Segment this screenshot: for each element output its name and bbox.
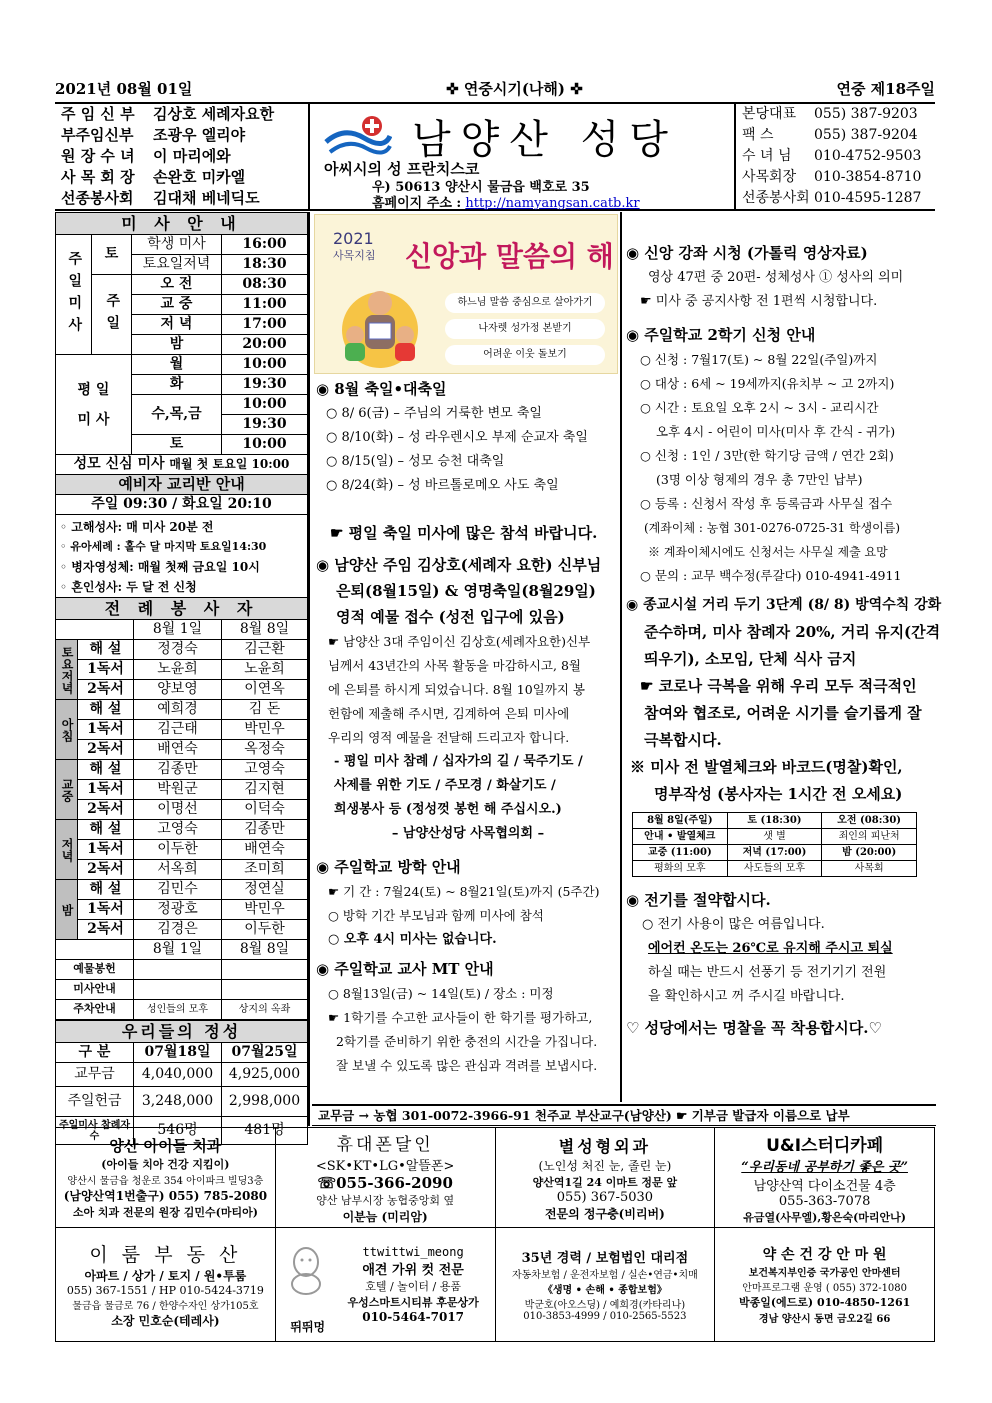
staff-row: 사 목 회 장 손완호 미카엘 bbox=[61, 168, 246, 186]
paragraph: ☛ 코로나 극복을 위해 우리 모두 적극적인 bbox=[640, 677, 917, 695]
middle-column bbox=[312, 212, 622, 1102]
banner-title: 신앙과 말씀의 해 bbox=[405, 240, 614, 273]
banner-item: 나자렛 성가정 본받기 bbox=[445, 319, 605, 339]
server-role: 1독서 bbox=[78, 720, 134, 740]
mass-time: 11:00 bbox=[222, 295, 308, 315]
server-group-label: 아침 bbox=[56, 700, 78, 760]
contact-row: 사목회장 010-3854-8710 bbox=[742, 169, 922, 185]
ad-name: 양산 아이들 치과 bbox=[109, 1137, 222, 1155]
sunday-mass-label: 주일미사 bbox=[56, 235, 92, 355]
section-title: ◉ 8월 축일•대축일 bbox=[316, 380, 447, 398]
contact-row: 선종봉사회 010-4595-1287 bbox=[742, 190, 922, 206]
server-name: 박원군 bbox=[134, 780, 222, 800]
note: ◦ 혼인성사: 두 달 전 신청 bbox=[60, 580, 197, 594]
mass-name: 오 전 bbox=[132, 275, 222, 295]
mass-time: 20:00 bbox=[222, 335, 308, 355]
server-name: 김 돈 bbox=[222, 700, 308, 720]
server-role: 2독서 bbox=[78, 860, 134, 880]
server-name: 정광호 bbox=[134, 900, 222, 920]
paragraph: 명부작성 (봉사자는 1시간 전 오세요) bbox=[654, 785, 903, 803]
ad-name: ttwittwi_meong bbox=[362, 1245, 464, 1259]
server-name: 박민우 bbox=[222, 720, 308, 740]
extra-value bbox=[222, 980, 308, 1000]
paragraph: ○ 등록 : 신청서 작성 후 등록금과 사무실 접수 bbox=[640, 496, 893, 511]
feast-item: ○ 8/ 6(금) – 주님의 거룩한 변모 축일 bbox=[326, 406, 542, 421]
paragraph: 띄우기), 소모임, 단체 식사 금지 bbox=[644, 650, 857, 668]
mary-mass: 성모 신심 미사 매월 첫 토요일 10:00 bbox=[56, 455, 308, 475]
contact-list bbox=[734, 104, 935, 209]
parish-title-block bbox=[312, 104, 732, 209]
paragraph: 희생봉사 등 (정성껏 봉헌 해 주십시오.) bbox=[334, 802, 562, 817]
offering-label: 교무금 bbox=[56, 1063, 134, 1087]
ad-subname: 뛰뛰멍 bbox=[290, 1320, 326, 1334]
section-title: ◉ 주일학교 2학기 신청 안내 bbox=[626, 326, 816, 344]
ad-cell: 별성형외과 (노인성 처진 눈, 졸린 눈) 양산역1길 24 이마트 정문 앞 055) 367-5030 전문의 정구충(비리버) bbox=[495, 1128, 715, 1228]
paragraph: 을 확인하시고 꺼 주시길 바랍니다. bbox=[648, 989, 845, 1004]
banner-year: 2021 bbox=[333, 229, 374, 248]
parish-address: 우) 50613 양산시 물금읍 백호로 35 bbox=[372, 180, 590, 195]
catechism-title: 예비자 교리반 안내 bbox=[56, 475, 308, 495]
banner-item: 하느님 말씀 중심으로 살아가기 bbox=[445, 293, 605, 313]
liturgical-week: 연중 제18주일 bbox=[836, 79, 935, 98]
ad-name: 이 룸 부 동 산 bbox=[89, 1244, 242, 1266]
server-group-label: 교중 bbox=[56, 760, 78, 820]
extra-value: 성인들의 모후 bbox=[134, 1000, 222, 1020]
mass-time: 16:00 bbox=[222, 235, 308, 255]
paragraph: ☛ 1학기를 수고한 교사들이 한 학기를 평가하고, bbox=[328, 1010, 593, 1025]
mass-time: 10:00 bbox=[222, 355, 308, 375]
sunday-label: 주일 bbox=[92, 275, 132, 355]
server-name: 김종만 bbox=[134, 760, 222, 780]
paragraph: ☛ 기 간 : 7월24(토) ~ 8월21일(토)까지 (5주간) bbox=[328, 884, 600, 899]
server-name: 노윤희 bbox=[222, 660, 308, 680]
weekday-mass-label: 평 일 미 사 bbox=[56, 355, 132, 455]
offering-label: 주일미사 참례자수 bbox=[56, 1117, 134, 1145]
server-role: 해 설 bbox=[78, 760, 134, 780]
middle-text bbox=[316, 376, 620, 1078]
ad-name: 35년 경력 / 보험법인 대리점 bbox=[521, 1251, 689, 1266]
weekday: 월 bbox=[132, 355, 222, 375]
weekday: 토 bbox=[132, 435, 222, 455]
ad-name: U&I스터디카페 bbox=[766, 1135, 884, 1156]
duty-table: 8월 8일(주일) 토 (18:30) 오전 (08:30) 안내 • 발열체크 샛 별 죄인의 피난처 교중 (11:00) 저녁 (17:00) 밤 (20:00) 평화의 모후 사도들의 모후 사목회 bbox=[632, 812, 917, 877]
weekday: 수,목,금 bbox=[132, 395, 222, 435]
paragraph: 2학기를 준비하기 위한 충전의 시간을 가집니다. bbox=[336, 1034, 598, 1049]
mass-name: 교 중 bbox=[132, 295, 222, 315]
feast-note: ☛ 평일 축일 미사에 많은 참석 바랍니다. bbox=[330, 524, 598, 542]
parish-patron: 아씨시의 성 프란치스코 bbox=[324, 160, 480, 178]
extra-role: 예물봉헌 bbox=[56, 960, 134, 980]
paragraph: 우리의 영적 예물을 전달해 드리고자 합니다. bbox=[328, 730, 570, 745]
liturgical-season: ✜ 연중시기(나해) ✜ bbox=[446, 79, 583, 98]
paragraph: 영상 47편 중 20편- 성체성사 ① 성사의 의미 bbox=[648, 270, 904, 285]
badge-notice: ♡ 성당에서는 명찰을 꼭 착용합시다.♡ bbox=[626, 1019, 882, 1037]
pastoral-banner bbox=[314, 214, 618, 374]
extra-value bbox=[134, 980, 222, 1000]
server-name: 이덕숙 bbox=[222, 800, 308, 820]
section-title: 은퇴(8월15일) & 영명축일(8월29일) bbox=[336, 582, 596, 600]
contact-row: 수 녀 님 010-4752-9503 bbox=[742, 148, 922, 164]
paragraph: 하실 때는 반드시 선풍기 등 전기기기 전원 bbox=[648, 965, 887, 980]
ad-cell: 뛰뛰멍 ttwittwi_meong 애견 가위 컷 전문 호텔 / 놀이터 / 용품 우성스마트시티뷰 후문상가 010-5464-7017 bbox=[275, 1228, 495, 1342]
offering-title: 우리들의 정성 bbox=[56, 1021, 308, 1043]
paragraph: (계좌이체 : 농협 301-0276-0725-31 학생이름) bbox=[644, 521, 901, 535]
paragraph: (3명 이상 형제의 경우 총 7만인 납부) bbox=[656, 472, 863, 487]
server-name: 정경숙 bbox=[134, 640, 222, 660]
server-role: 1독서 bbox=[78, 840, 134, 860]
ad-cell: U&I스터디카페 “우리동네 공부하기 좋은 곳” 남양산역 다이소건물 4층 055-363-7078 유금열(사무엘),황은숙(마리안나) bbox=[715, 1128, 935, 1228]
offering-value: 3,248,000 bbox=[134, 1087, 222, 1117]
dog-logo-icon bbox=[284, 1240, 328, 1300]
server-name: 고영숙 bbox=[222, 760, 308, 780]
server-name: 이연옥 bbox=[222, 680, 308, 700]
note: ◦ 유아세례 : 홀수 달 마지막 토요일14:30 bbox=[60, 540, 267, 553]
paragraph: – 남양산성당 사목협의회 – bbox=[391, 826, 545, 841]
offering-value: 4,040,000 bbox=[134, 1063, 222, 1087]
mass-time: 10:00 bbox=[222, 435, 308, 455]
server-role: 2독서 bbox=[78, 920, 134, 940]
paragraph: ○ 시간 : 토요일 오후 2시 ~ 3시 - 교리시간 bbox=[640, 400, 879, 415]
family-illustration-icon bbox=[325, 275, 435, 370]
offering-table: 우리들의 정성 구 분 07월18일 07월25일 교무금 4,040,000 4,925,000 주일헌금 3,248,000 2,998,000 주일미사 참례자수 546명 481명 bbox=[55, 1020, 308, 1145]
paragraph: 준수하며, 미사 참례자 20%, 거리 유지(간격 bbox=[644, 623, 941, 641]
staff-row: 부주임신부 조광우 엘리야 bbox=[61, 126, 246, 144]
contact-row: 팩 스 055) 387-9204 bbox=[742, 127, 918, 143]
section-title: ◉ 주일학교 교사 MT 안내 bbox=[316, 960, 494, 978]
ad-cell: 휴대폰달인 <SK•KT•LG•알뜰폰> ☏055-366-2090 양산 남부시장 농협중앙회 옆 이분늠 (미리암) bbox=[275, 1128, 495, 1228]
paragraph: 참여와 협조로, 어려운 시기를 슬기롭게 잘 bbox=[644, 704, 922, 722]
staff-row: 주 임 신 부 김상호 세례자요한 bbox=[61, 105, 275, 123]
section-title: 영적 예물 접수 (성전 입구에 있음) bbox=[336, 608, 565, 626]
offering-label: 주일헌금 bbox=[56, 1087, 134, 1117]
paragraph: 에어컨 온도는 26℃로 유지해 주시고 퇴실 bbox=[648, 941, 893, 956]
weekday: 화 bbox=[132, 375, 222, 395]
feast-item: ○ 8/10(화) – 성 라우렌시오 부제 순교자 축일 bbox=[326, 430, 588, 445]
paragraph: 극복합시다. bbox=[644, 731, 722, 749]
paragraph: ○ 8월13일(금) ~ 14일(토) / 장소 : 미정 bbox=[328, 986, 554, 1001]
paragraph: ☛ 남양산 3대 주임이신 김상호(세례자요한)신부 bbox=[328, 634, 591, 649]
server-name: 예희경 bbox=[134, 700, 222, 720]
paragraph: ○ 신청 : 7월17(토) ~ 8월 22일(주일)까지 bbox=[640, 352, 878, 367]
server-name: 배연숙 bbox=[134, 740, 222, 760]
server-role: 2독서 bbox=[78, 800, 134, 820]
server-role: 해 설 bbox=[78, 700, 134, 720]
mass-time: 10:00 bbox=[222, 395, 308, 415]
banner-sub: 사목지침 bbox=[333, 249, 376, 262]
server-name: 박민우 bbox=[222, 900, 308, 920]
paragraph: ○ 문의 : 교무 백수정(루갈다) 010-4941-4911 bbox=[640, 568, 902, 583]
server-group-label: 토요저녁 bbox=[56, 640, 78, 700]
header-bar bbox=[55, 74, 935, 104]
server-name: 김근태 bbox=[134, 720, 222, 740]
masthead bbox=[55, 104, 935, 211]
server-role: 해 설 bbox=[78, 880, 134, 900]
ad-cell: 약 손 건 강 안 마 원 보건복지부인증 국가공인 안마센터 안마프로그램 운영 ( 055) 372-1080 박종일(에드로) 010-4850-1261 경남 양산시 동면 금오2길 66 bbox=[715, 1228, 935, 1342]
ad-cell: 이 룸 부 동 산 아파트 / 상가 / 토지 / 원•투룸 055) 367-1551 / HP 010-5424-3719 물금읍 물금로 76 / 한양수자인 상가105호 소장 민호순(테레사) bbox=[56, 1228, 276, 1342]
offering-value: 4,925,000 bbox=[222, 1063, 308, 1087]
server-name: 김민수 bbox=[134, 880, 222, 900]
server-role: 2독서 bbox=[78, 680, 134, 700]
extra-role: 미사안내 bbox=[56, 980, 134, 1000]
section-title: ◉ 남양산 주임 김상호(세례자 요한) 신부님 bbox=[316, 556, 602, 574]
paragraph: - 평일 미사 참례 / 십자가의 길 / 묵주기도 / bbox=[334, 754, 583, 769]
server-name: 옥정숙 bbox=[222, 740, 308, 760]
mass-name: 학생 미사 bbox=[132, 235, 222, 255]
server-name: 조미희 bbox=[222, 860, 308, 880]
paragraph: ○ 방학 기간 부모님과 함께 미사에 참석 bbox=[328, 908, 544, 923]
section-title: ◉ 전기를 절약합시다. bbox=[626, 891, 771, 909]
server-name: 배연숙 bbox=[222, 840, 308, 860]
server-name: 이명선 bbox=[134, 800, 222, 820]
server-role: 2독서 bbox=[78, 740, 134, 760]
server-role: 해 설 bbox=[78, 640, 134, 660]
left-column bbox=[55, 212, 310, 1142]
mass-time: 08:30 bbox=[222, 275, 308, 295]
server-name: 김지현 bbox=[222, 780, 308, 800]
server-group-label: 저녁 bbox=[56, 820, 78, 880]
ad-cell: 양산 아이들 치과 (아이들 치아 건강 지킴이) 양산시 물금읍 청운로 354 아이파크 빌딩3층 (남양산역1번출구) 055) 785-2080 소아 치과 전문의 원장 김민수(마티아) bbox=[56, 1128, 276, 1228]
paragraph: ○ 대상 : 6세 ~ 19세까지(유치부 ~ 고 2까지) bbox=[640, 376, 895, 391]
offering-value: 2,998,000 bbox=[222, 1087, 308, 1117]
mass-name: 밤 bbox=[132, 335, 222, 355]
server-name: 김경은 bbox=[134, 920, 222, 940]
server-name: 이두한 bbox=[134, 840, 222, 860]
saturday-label: 토 bbox=[92, 235, 132, 275]
parish-name: 남양산 성당 bbox=[412, 117, 678, 163]
catechism-time: 주일 09:30 / 화요일 20:10 bbox=[56, 495, 308, 515]
extra-value bbox=[222, 960, 308, 980]
extra-value: 상지의 옥좌 bbox=[222, 1000, 308, 1020]
staff-row: 선종봉사회 김대채 베네딕도 bbox=[61, 189, 260, 207]
server-date: 8월 8일 bbox=[222, 940, 308, 960]
mass-time: 18:30 bbox=[222, 255, 308, 275]
bank-info: 교무금 → 농협 301-0072-3966-91 천주교 부산교구(남양산) ☛ 기부금 발급자 이름으로 납부 bbox=[312, 1104, 936, 1126]
feast-item: ○ 8/24(화) – 성 바르톨로메오 사도 축일 bbox=[326, 478, 559, 493]
servers-title: 전 례 봉 사 자 bbox=[56, 598, 308, 620]
parish-logo-icon bbox=[324, 112, 392, 160]
extra-value bbox=[134, 960, 222, 980]
server-name: 김종만 bbox=[222, 820, 308, 840]
ad-name: 약 손 건 강 안 마 원 bbox=[762, 1247, 887, 1263]
server-name: 정연실 bbox=[222, 880, 308, 900]
offering-value: 546명 bbox=[134, 1117, 222, 1145]
banner-item: 어려운 이웃 돌보기 bbox=[445, 345, 605, 365]
contact-row: 본당대표 055) 387-9203 bbox=[742, 106, 918, 122]
server-role: 1독서 bbox=[78, 780, 134, 800]
bulletin-date: 2021년 08월 01일 bbox=[55, 79, 193, 98]
mass-time: 17:00 bbox=[222, 315, 308, 335]
section-title: ◉ 종교시설 거리 두기 3단계 (8/ 8) 방역수칙 강화 bbox=[626, 597, 942, 613]
paragraph: ○ 신청 : 1인 / 3만(한 학기당 금액 / 연간 2회) bbox=[640, 448, 894, 463]
mass-name: 토요일저녁 bbox=[132, 255, 222, 275]
server-group-label: 밤 bbox=[56, 880, 78, 940]
mass-time: 19:30 bbox=[222, 375, 308, 395]
server-name: 양보영 bbox=[134, 680, 222, 700]
ad-name: 별성형외과 bbox=[558, 1136, 652, 1156]
mass-table bbox=[55, 212, 308, 515]
server-name: 서옥희 bbox=[134, 860, 222, 880]
server-role: 해 설 bbox=[78, 820, 134, 840]
server-name: 이두한 bbox=[222, 920, 308, 940]
servers-table bbox=[55, 597, 308, 1020]
paragraph: 에 은퇴를 하시게 되었습니다. 8월 10일까지 봉 bbox=[328, 682, 585, 697]
extra-role: 주차안내 bbox=[56, 1000, 134, 1020]
note: ◦ 고해성사: 매 미사 20분 전 bbox=[60, 520, 214, 534]
paragraph: 사제를 위한 기도 / 주모경 / 화살기도 / bbox=[334, 778, 556, 793]
server-name: 노윤희 bbox=[134, 660, 222, 680]
paragraph: 오후 4시 - 어린이 미사(미사 후 간식 - 귀가) bbox=[656, 424, 896, 439]
note: ◦ 병자영성체: 매월 첫째 금요일 10시 bbox=[60, 560, 260, 574]
feast-item: ○ 8/15(일) – 성모 승천 대축일 bbox=[326, 454, 505, 469]
ad-name: 휴대폰달인 bbox=[336, 1135, 434, 1155]
mass-title: 미 사 안 내 bbox=[56, 213, 308, 235]
server-name: 김근환 bbox=[222, 640, 308, 660]
server-date: 8월 1일 bbox=[134, 620, 222, 640]
homepage-link[interactable]: http://namyangsan.catb.kr bbox=[465, 196, 640, 211]
paragraph: 헌함에 제출해 주시면, 김계하여 은퇴 미사에 bbox=[328, 706, 570, 721]
ads-table bbox=[55, 1127, 935, 1342]
section-title: ◉ 주일학교 방학 안내 bbox=[316, 858, 461, 876]
ad-cell: 35년 경력 / 보험법인 대리점 자동차보험 / 운전자보험 / 실손•연금•치매 《생명 • 손해 • 종합보험》 박군호(아오스딩) / 예희경(카타리나) 010-3853-4999 / 010-2565-5523 bbox=[495, 1228, 715, 1342]
homepage: 홈페이지 주소 : http://namyangsan.catb.kr bbox=[372, 196, 640, 211]
paragraph: ○ 오후 4시 미사는 없습니다. bbox=[328, 932, 497, 947]
server-date: 8월 8일 bbox=[222, 620, 308, 640]
server-date: 8월 1일 bbox=[134, 940, 222, 960]
section-title: ◉ 신앙 강좌 시청 (가톨릭 영상자료) bbox=[626, 244, 868, 262]
mass-time: 19:30 bbox=[222, 415, 308, 435]
offering-value: 481명 bbox=[222, 1117, 308, 1145]
paragraph: ※ 미사 전 발열체크와 바코드(명찰)확인, bbox=[630, 758, 903, 776]
server-name: 고영숙 bbox=[134, 820, 222, 840]
staff-list bbox=[55, 104, 310, 209]
paragraph: ※ 계좌이체시에도 신청서는 사무실 제출 요망 bbox=[648, 545, 888, 559]
mass-name: 저 녁 bbox=[132, 315, 222, 335]
right-column bbox=[626, 240, 942, 1100]
paragraph: ☛ 미사 중 공지사항 전 1편씩 시청합니다. bbox=[640, 294, 878, 309]
staff-row: 원 장 수 녀 이 마리에와 bbox=[61, 147, 231, 165]
paragraph: ○ 전기 사용이 많은 여름입니다. bbox=[642, 917, 825, 932]
paragraph: 님께서 43년간의 사목 활동을 마감하시고, 8월 bbox=[328, 658, 581, 673]
paragraph: 잘 보낼 수 있도록 많은 관심과 격려를 보냅시다. bbox=[336, 1058, 598, 1073]
sacrament-notes bbox=[55, 515, 308, 597]
server-role: 1독서 bbox=[78, 900, 134, 920]
server-role: 1독서 bbox=[78, 660, 134, 680]
